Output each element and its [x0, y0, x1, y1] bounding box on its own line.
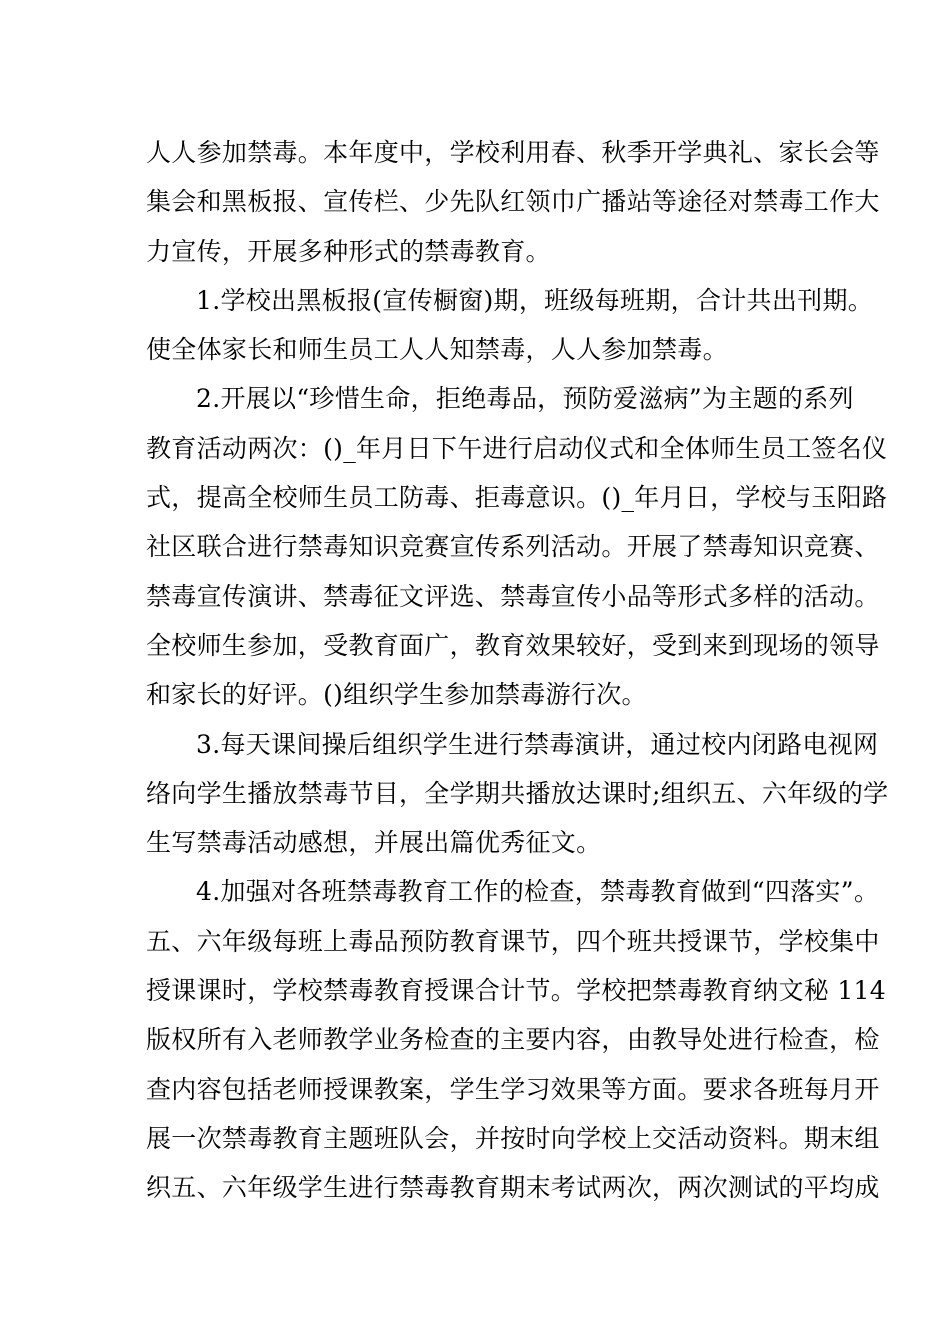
text-line: 和家长的好评。()组织学生参加禁毒游行次。 — [146, 680, 647, 710]
text-line: 式，提高全校师生员工防毒、拒毒意识。()_年月日，学校与玉阳路 — [146, 483, 888, 513]
text-line: 社区联合进行禁毒知识竞赛宣传系列活动。开展了禁毒知识竞赛、 — [146, 532, 880, 562]
text-line: 展一次禁毒教育主题班队会，并按时向学校上交活动资料。期末组 — [146, 1123, 880, 1153]
text-line: 织五、六年级学生进行禁毒教育期末考试两次，两次测试的平均成 — [146, 1173, 880, 1203]
text-line: 使全体家长和师生员工人人知禁毒，人人参加禁毒。 — [146, 335, 728, 365]
text-line: 生写禁毒活动感想，并展出篇优秀征文。 — [146, 828, 602, 858]
paragraph-start-line: 2.开展以“珍惜生命，拒绝毒品，预防爱滋病”为主题的系列 — [196, 384, 854, 414]
text-line: 人人参加禁毒。本年度中，学校利用春、秋季开学典礼、家长会等 — [146, 138, 880, 167]
text-line: 络向学生播放禁毒节目，全学期共播放达课时;组织五、六年级的学 — [146, 778, 889, 808]
text-line: 查内容包括老师授课教案，学生学习效果等方面。要求各班每月开 — [146, 1074, 880, 1104]
body-text — [146, 128, 889, 1213]
text-line: 版权所有入老师教学业务检查的主要内容，由教导处进行检查，检 — [146, 1025, 880, 1055]
text-line: 集会和黑板报、宣传栏、少先队红领巾广播站等途径对禁毒工作大 — [146, 187, 880, 217]
text-line: 授课课时，学校禁毒教育授课合计节。学校把禁毒教育纳文秘 114 — [146, 976, 886, 1006]
paragraph-start-line: 4.加强对各班禁毒教育工作的检查，禁毒教育做到“四落实”。 — [196, 877, 880, 907]
paragraph-start-line: 3.每天课间操后组织学生进行禁毒演讲，通过校内闭路电视网 — [196, 729, 879, 759]
paragraph-start-line: 1.学校出黑板报(宣传橱窗)期，班级每班期，合计共出刊期。 — [196, 285, 874, 315]
text-line: 教育活动两次：()_年月日下午进行启动仪式和全体师生员工签名仪 — [146, 433, 888, 463]
text-line: 力宣传，开展多种形式的禁毒教育。 — [146, 236, 551, 266]
text-line: 禁毒宣传演讲、禁毒征文评选、禁毒宣传小品等形式多样的活动。 — [146, 581, 880, 611]
text-line: 全校师生参加，受教育面广，教育效果较好，受到来到现场的领导 — [146, 630, 880, 660]
text-line: 五、六年级每班上毒品预防教育课节，四个班共授课节，学校集中 — [146, 926, 880, 956]
